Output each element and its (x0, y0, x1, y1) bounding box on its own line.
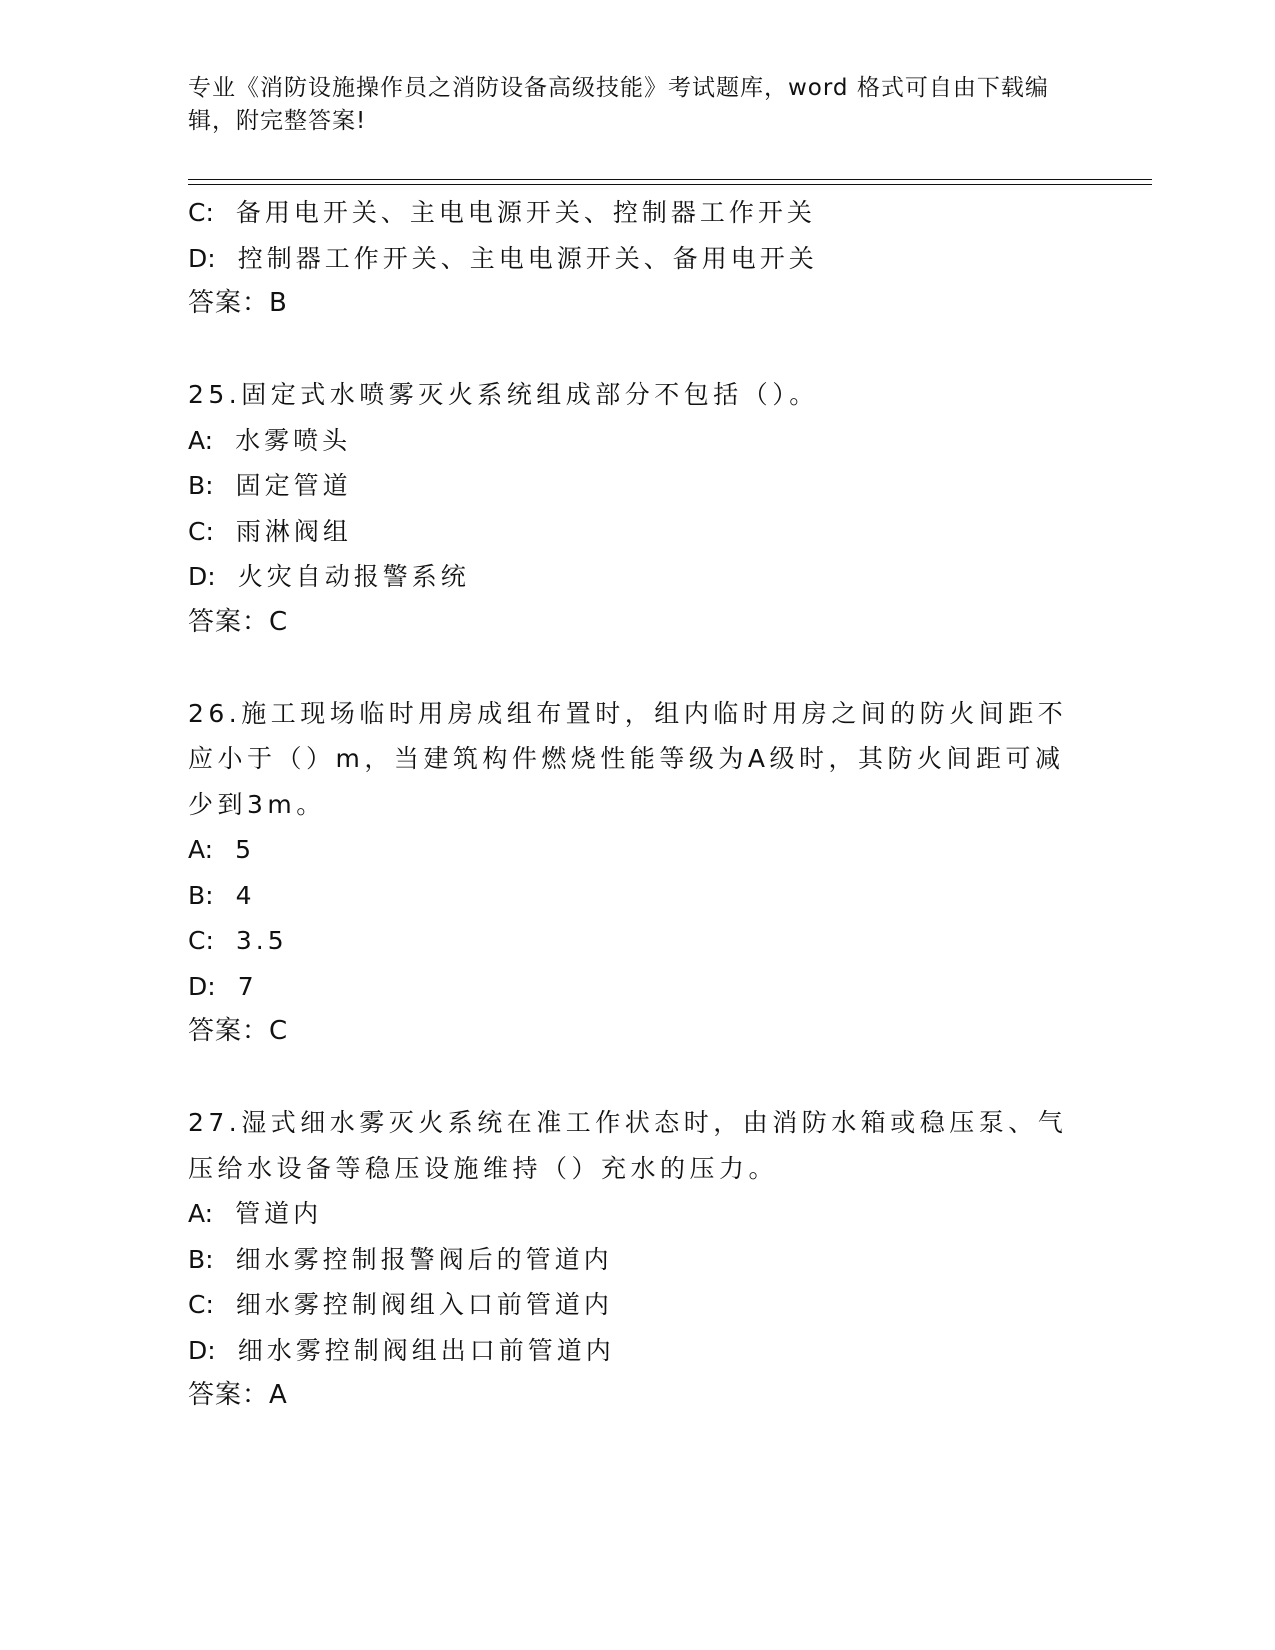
option-text: 管道内 (235, 1199, 323, 1228)
option-text: 控制器工作开关、主电电源开关、备用电开关 (237, 243, 818, 273)
answer-line: 答案：A (188, 1380, 288, 1410)
option-key: D: (188, 562, 216, 591)
answer-line: 答案：B (188, 288, 288, 318)
option-c (188, 918, 1088, 964)
answer-line: 答案：C (188, 1016, 289, 1046)
option-d (188, 236, 1088, 282)
answer-line: 答案：C (188, 606, 289, 637)
option-c (188, 190, 1088, 236)
option-text: 3.5 (235, 926, 288, 955)
option-text: 7 (237, 971, 258, 1001)
option-key: A: (188, 1199, 214, 1228)
header-rule-bottom (188, 184, 1152, 185)
option-text: 细水雾控制报警阀后的管道内 (235, 1244, 613, 1274)
option-text: 细水雾控制阀组出口前管道内 (237, 1335, 615, 1365)
option-a (188, 827, 1088, 873)
option-key: D: (188, 243, 216, 273)
option-text: 水雾喷头 (235, 425, 352, 455)
option-key: C: (188, 926, 214, 955)
option-text: 固定管道 (235, 471, 352, 500)
option-d (188, 554, 1088, 600)
question-stem: 26.施工现场临时用房成组布置时，组内临时用房之间的防火间距不应小于（）m，当建筑构件燃烧性能等级为A级时，其防火间距可减少到3m。 (188, 698, 1068, 819)
option-key: A: (188, 835, 214, 864)
option-key: B: (188, 1244, 214, 1274)
option-text: 雨淋阀组 (235, 516, 352, 546)
option-text: 细水雾控制阀组入口前管道内 (235, 1290, 613, 1319)
option-c (188, 509, 1088, 555)
option-key: C: (188, 516, 214, 546)
option-key: C: (188, 198, 214, 227)
option-key: D: (188, 971, 216, 1001)
document-header: 专业《消防设施操作员之消防设备高级技能》考试题库，word 格式可自由下载编辑，附完整答案! (188, 75, 1049, 134)
option-b (188, 1237, 1088, 1283)
option-text: 5 (235, 835, 255, 864)
header-rule-top (188, 179, 1152, 180)
option-key: D: (188, 1335, 216, 1365)
option-key: B: (188, 880, 214, 910)
option-b (188, 463, 1088, 509)
option-d (188, 964, 1088, 1010)
option-key: B: (188, 471, 214, 500)
option-b (188, 873, 1088, 919)
question-stem: 25.固定式水喷雾灭火系统组成部分不包括（）。 (188, 380, 819, 409)
question-content (188, 190, 1088, 1419)
question-stem: 27.湿式细水雾灭火系统在准工作状态时，由消防水箱或稳压泵、气压给水设备等稳压设施维持（）充水的压力。 (188, 1108, 1068, 1183)
option-c (188, 1282, 1088, 1328)
option-text: 备用电开关、主电电源开关、控制器工作开关 (235, 198, 816, 227)
option-d (188, 1328, 1088, 1374)
option-a (188, 1191, 1088, 1237)
option-a (188, 418, 1088, 464)
option-text: 4 (235, 880, 256, 910)
option-key: C: (188, 1290, 214, 1319)
option-key: A: (188, 425, 214, 455)
option-text: 火灾自动报警系统 (237, 562, 470, 591)
